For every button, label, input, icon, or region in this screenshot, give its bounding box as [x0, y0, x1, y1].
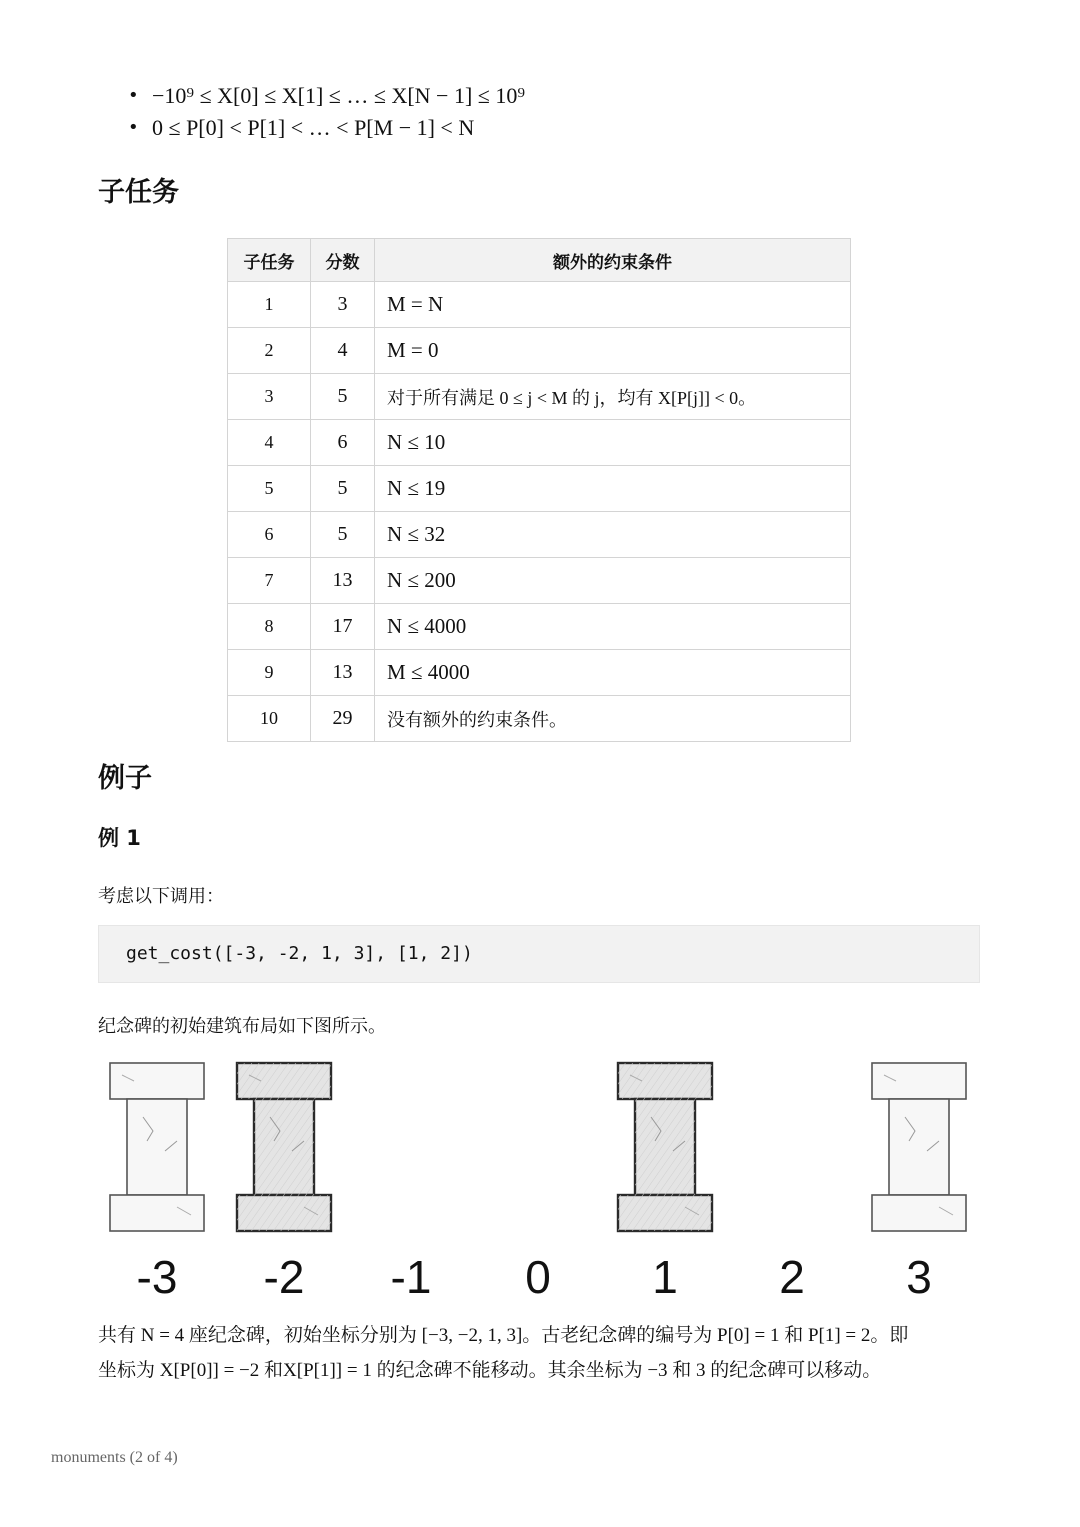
monuments-figure-svg: [96, 1055, 996, 1305]
table-row: [228, 282, 851, 328]
subtask-score: 6: [311, 420, 375, 466]
table-row: [228, 466, 851, 512]
constraint-p-range: • 0 ≤ P[0] < P[1] < … < P[M − 1] < N: [128, 112, 525, 144]
subtask-id: 2: [228, 328, 311, 374]
axis-label: -3: [136, 1251, 178, 1303]
table-row: [228, 374, 851, 420]
page-footer: monuments (2 of 4): [51, 1449, 178, 1466]
subtask-score: 5: [311, 374, 375, 420]
axis-label: -2: [263, 1251, 305, 1303]
axis-label: 0: [525, 1251, 551, 1303]
table-row: [228, 696, 851, 742]
explanation-line-2: 坐标为 X[P[0]] = −2 和X[P[1]] = 1 的纪念碑不能移动。其余坐标为 −3 和 3 的纪念碑可以移动。: [98, 1360, 882, 1381]
subtasks-heading: 子任务: [98, 177, 179, 208]
subtask-score: 3: [311, 282, 375, 328]
table-header-row: [228, 239, 851, 282]
subtask-constraint: N ≤ 4000: [375, 604, 851, 650]
subtask-constraint: N ≤ 10: [375, 420, 851, 466]
subtask-constraint: N ≤ 32: [375, 512, 851, 558]
table-row: [228, 558, 851, 604]
subtask-id: 1: [228, 282, 311, 328]
subtask-score: 17: [311, 604, 375, 650]
consider-text: 考虑以下调用：: [98, 886, 224, 906]
code-block: [98, 925, 980, 983]
subtask-id: 10: [228, 696, 311, 742]
subtask-id: 9: [228, 650, 311, 696]
subtask-score: 5: [311, 512, 375, 558]
constraint-x-range: • −10⁹ ≤ X[0] ≤ X[1] ≤ … ≤ X[N − 1] ≤ 10⁹: [128, 80, 525, 112]
subtask-score: 29: [311, 696, 375, 742]
subtask-id: 3: [228, 374, 311, 420]
table-row: [228, 328, 851, 374]
examples-heading: 例子: [98, 763, 152, 794]
axis-label: 3: [906, 1251, 932, 1303]
table-row: [228, 420, 851, 466]
axis-label: 2: [779, 1251, 805, 1303]
ancient-monument: [237, 1063, 331, 1231]
ancient-monument: [618, 1063, 712, 1231]
subtask-constraint: 没有额外的约束条件。: [375, 696, 851, 742]
subtask-score: 5: [311, 466, 375, 512]
code-call: get_cost([-3, -2, 1, 3], [1, 2]): [126, 943, 473, 964]
subtask-id: 6: [228, 512, 311, 558]
explanation-paragraph: [98, 1318, 988, 1388]
subtask-id: 8: [228, 604, 311, 650]
subtask-score: 4: [311, 328, 375, 374]
subtask-score: 13: [311, 650, 375, 696]
subtask-constraint: N ≤ 200: [375, 558, 851, 604]
header-score: 分数: [311, 239, 375, 282]
header-subtask: 子任务: [228, 239, 311, 282]
table-row: [228, 650, 851, 696]
example-1-heading: 例 1: [98, 826, 141, 850]
subtask-constraint: M = 0: [375, 328, 851, 374]
table-row: [228, 512, 851, 558]
monument: [110, 1063, 204, 1231]
subtask-id: 5: [228, 466, 311, 512]
monument: [872, 1063, 966, 1231]
axis-label: -1: [390, 1251, 432, 1303]
explanation-line-1: 共有 N = 4 座纪念碑，初始坐标分别为 [−3, −2, 1, 3]。古老纪念碑的编号为 P[0] = 1 和 P[1] = 2。即: [98, 1325, 909, 1346]
constraints-list: [128, 80, 525, 144]
subtask-id: 7: [228, 558, 311, 604]
subtask-constraint: 对于所有满足 0 ≤ j < M 的 j，均有 X[P[j]] < 0。: [375, 374, 851, 420]
layout-intro: 纪念碑的初始建筑布局如下图所示。: [98, 1016, 386, 1036]
subtask-score: 13: [311, 558, 375, 604]
subtask-id: 4: [228, 420, 311, 466]
subtask-constraint: M = N: [375, 282, 851, 328]
header-constraint: 额外的约束条件: [375, 239, 851, 282]
monuments-figure: [96, 1055, 996, 1305]
axis-label: 1: [652, 1251, 678, 1303]
subtask-constraint: N ≤ 19: [375, 466, 851, 512]
subtask-constraint: M ≤ 4000: [375, 650, 851, 696]
subtasks-table: [227, 238, 851, 742]
table-row: [228, 604, 851, 650]
